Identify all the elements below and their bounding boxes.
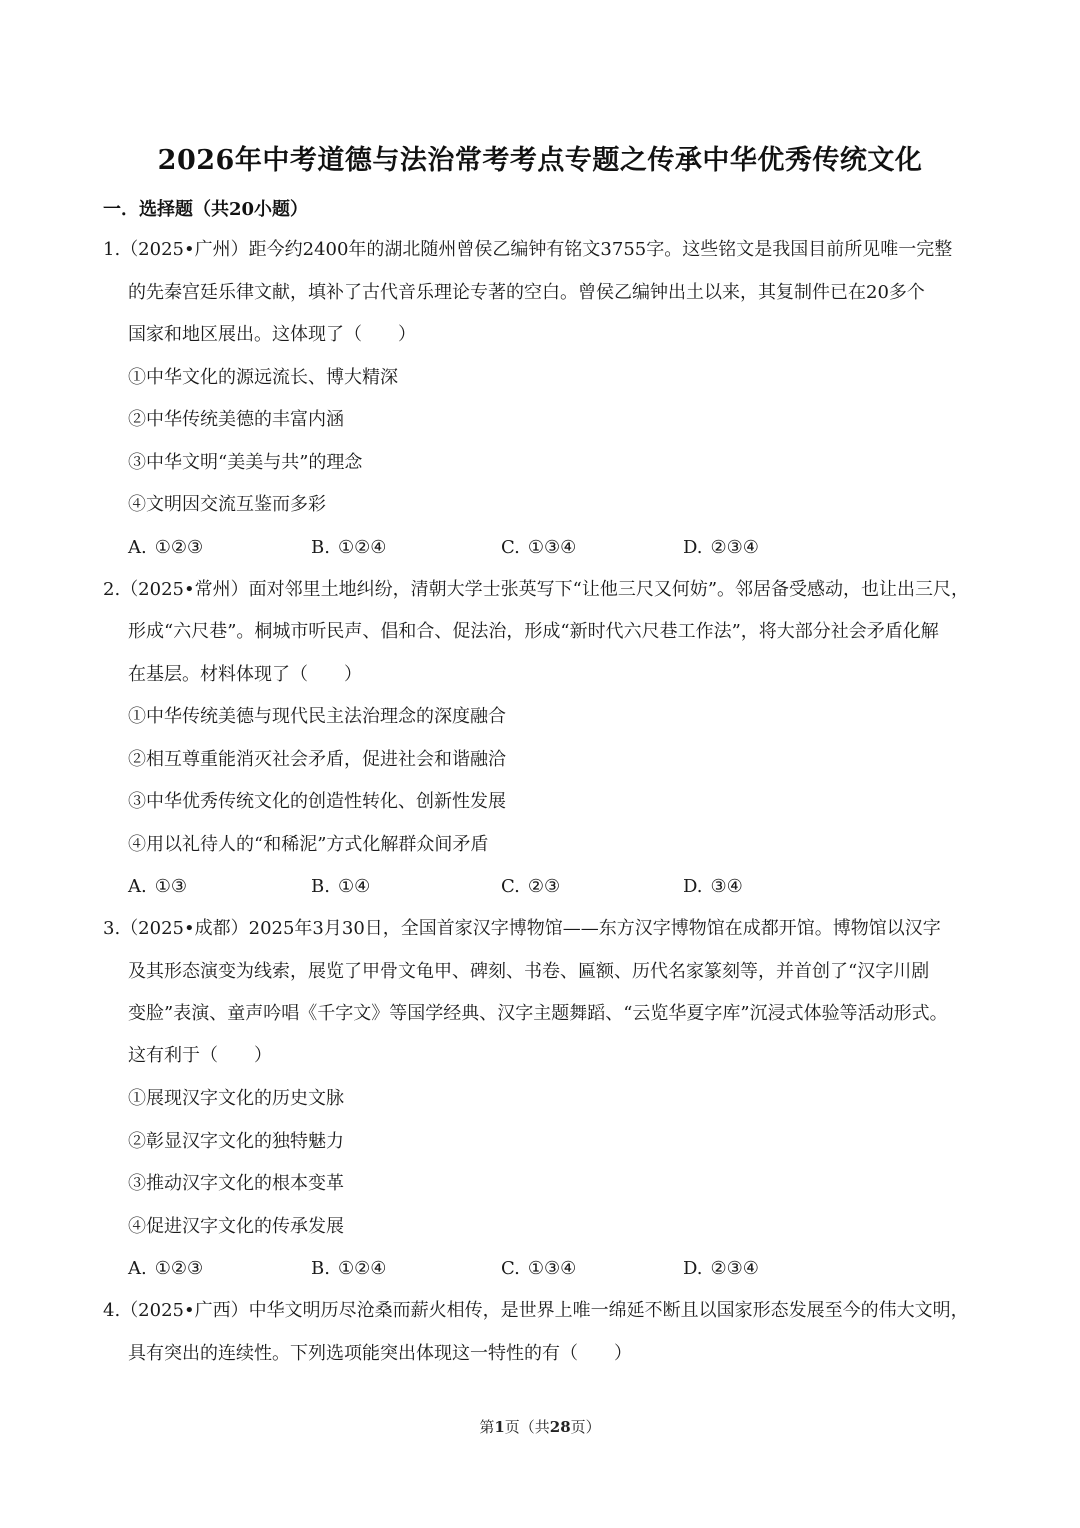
question-stem-line: 具有突出的连续性。下列选项能突出体现这一特性的有（ ） [128,1343,632,1364]
question-number: 1. [103,239,121,260]
current-page-number: 1 [494,1418,505,1436]
statement-item: ③推动汉字文化的根本变革 [128,1173,344,1194]
question-stem-line: 国家和地区展出。这体现了（ ） [128,324,416,345]
question-stem-line: 3.（2025•成都）2025年3月30日，全国首家汉字博物馆——东方汉字博物馆在成都开馆。博物馆以汉字 [103,918,941,939]
choice-d[interactable]: D. ③④ [683,876,743,897]
question-stem-line: 在基层。材料体现了（ ） [128,664,362,685]
choice-b[interactable]: B. ①④ [311,876,371,897]
statement-item: ③中华优秀传统文化的创造性转化、创新性发展 [128,791,506,812]
question-source: （2025•广西） [120,1300,249,1321]
choice-c[interactable]: C. ①③④ [501,537,577,558]
statement-item: ④促进汉字文化的传承发展 [128,1216,344,1237]
statement-item: ④用以礼待人的“和稀泥”方式化解群众间矛盾 [128,834,489,855]
statement-item: ④文明因交流互鉴而多彩 [128,494,326,515]
question-stem-line: 2.（2025•常州）面对邻里土地纠纷，清朝大学士张英写下“让他三尺又何妨”。邻居备受感动，也让出三尺， [103,579,970,600]
question-number: 2. [103,579,121,600]
statement-item: ①中华文化的源远流长、博大精深 [128,367,398,388]
statement-item: ①中华传统美德与现代民主法治理念的深度融合 [128,706,506,727]
question-stem-line: 及其形态演变为线索，展览了甲骨文龟甲、碑刻、书卷、匾额、历代名家篆刻等，并首创了“汉字川剧 [128,961,930,982]
statement-item: ①展现汉字文化的历史文脉 [128,1088,344,1109]
page-footer: 第1页（共28页） [479,1418,601,1436]
statement-item: ②相互尊重能消灭社会矛盾，促进社会和谐融洽 [128,749,506,770]
question-number: 3. [103,918,121,939]
choice-a[interactable]: A. ①③ [128,876,188,897]
statement-item: ②彰显汉字文化的独特魅力 [128,1131,344,1152]
total-pages: 28 [549,1418,571,1436]
choice-c[interactable]: C. ①③④ [501,1258,577,1279]
question-stem-line: 4.（2025•广西）中华文明历尽沧桑而薪火相传，是世界上唯一绵延不断且以国家形态发展至今的伟大文明， [103,1300,969,1321]
question-stem-line: 形成“六尺巷”。桐城市听民声、倡和合、促法治，形成“新时代六尺巷工作法”，将大部分社会矛盾化解 [128,621,939,642]
question-stem-line: 的先秦宫廷乐律文献，填补了古代音乐理论专著的空白。曾侯乙编钟出土以来，其复制件已在20多个 [128,282,925,303]
question-source: （2025•成都） [120,918,249,939]
statement-item: ②中华传统美德的丰富内涵 [128,409,344,430]
choice-d[interactable]: D. ②③④ [683,1258,759,1279]
statement-item: ③中华文明“美美与共”的理念 [128,452,363,473]
choice-a[interactable]: A. ①②③ [128,537,204,558]
section-heading: 一．选择题（共20小题） [103,199,309,220]
question-number: 4. [103,1300,121,1321]
question-stem-line: 1.（2025•广州）距今约2400年的湖北随州曾侯乙编钟有铭文3755字。这些铭文是我国目前所见唯一完整 [103,239,953,260]
question-stem-line: 这有利于（ ） [128,1045,272,1066]
choice-c[interactable]: C. ②③ [501,876,561,897]
choice-b[interactable]: B. ①②④ [311,1258,387,1279]
question-stem-line: 变脸”表演、童声吟唱《千字文》等国学经典、汉字主题舞蹈、“云览华夏字库”沉浸式体验等活动形式。 [128,1003,948,1024]
choice-b[interactable]: B. ①②④ [311,537,387,558]
question-source: （2025•常州） [120,579,249,600]
choice-a[interactable]: A. ①②③ [128,1258,204,1279]
choice-d[interactable]: D. ②③④ [683,537,759,558]
document-title: 2026年中考道德与法治常考考点专题之传承中华优秀传统文化 [157,145,923,176]
question-source: （2025•广州） [120,239,249,260]
